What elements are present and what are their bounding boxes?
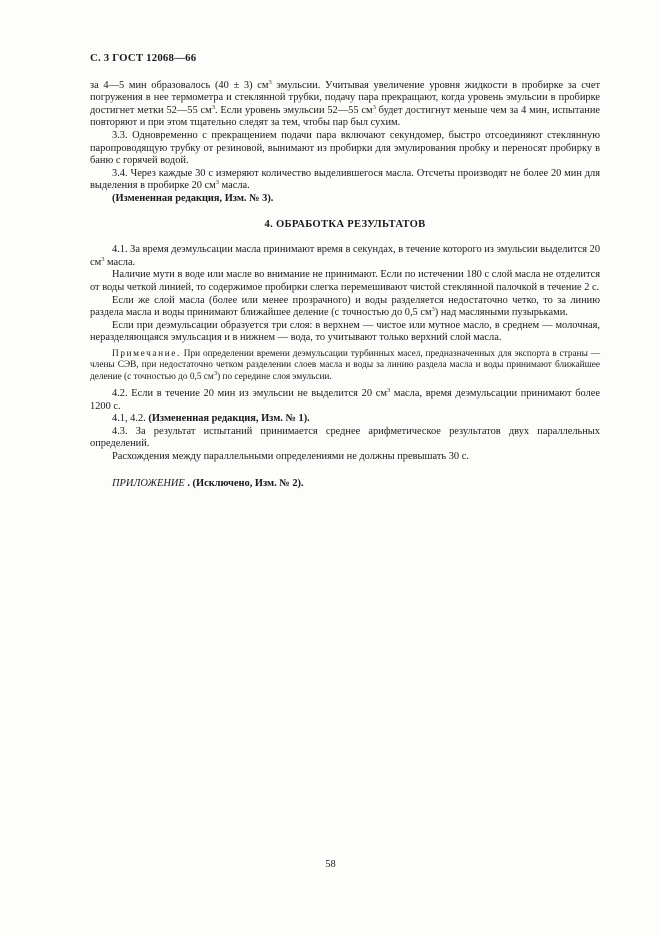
document-page bbox=[90, 52, 600, 490]
paragraph: 4.2. Если в течение 20 мин из эмульсии не выделится 20 $см^3$ масла, время деэмульсации принимают более 1200 с. bbox=[90, 387, 600, 412]
paragraph: за 4—5 мин образовалось (40 ± 3) $см^3$ эмульсии. Учитывая увеличение уровня жидкости в пробирке за счет погружения в нее термометра и стеклянной трубки, подачу пара прекращают, когда уровень эмульсии в пробирке достигнет метки 52—55 $см^3$. Если уровень эмульсии 52—55 $см^3$ будет достигнут меньше чем за 4 мин, испытание повторяют и при этом тщательно следят за тем, чтобы пар был сухим. bbox=[90, 78, 600, 129]
paragraph: 3.3. Одновременно с прекращением подачи пара включают секундомер, быстро отсоединяют стеклянную паропроводящую трубку от резиновой, вынимают из пробирки для эмулирования пробку и переносят пробирку в баню с горячей водой. bbox=[90, 129, 600, 167]
section-title: 4. ОБРАБОТКА РЕЗУЛЬТАТОВ bbox=[264, 218, 426, 230]
page-header: С. 3 ГОСТ 12068—66 bbox=[90, 52, 197, 64]
amendment-note: 4.1, 4.2. (Измененная редакция, Изм. № 1). bbox=[112, 413, 310, 425]
amendment-note: (Измененная редакция, Изм. № 3). bbox=[112, 192, 274, 204]
note-label: Примечание. bbox=[112, 348, 181, 359]
paragraph: 3.4. Через каждые 30 с измеряют количество выделившегося масла. Отсчеты производят не более 20 мин для выделения в пробирке 20 $см^3$ масла. bbox=[90, 167, 600, 192]
note: Примечание. При определении времени деэмульсации турбинных масел, предназначенных для экспорта в страны — члены СЭВ, при недостаточно четком разделении слоев масла и воды за линию раздела масла и воды принимают ближайшее деление (с точностью до 0,5 $см^3$) по середине слоя эмульсии. bbox=[90, 348, 600, 382]
paragraph: Наличие мути в воде или масле во внимание не принимают. Если по истечении 180 с слой масла не отделится от воды четкой линией, то содержимое пробирки слегка перемешивают чистой стеклянной палочкой в течение 2 с. bbox=[90, 269, 600, 293]
paragraph: 4.1. За время деэмульсации масла принимают время в секундах, в течение которого из эмульсии выделится 20 $см^3$ масла. bbox=[90, 244, 601, 268]
paragraph: 4.3. За результат испытаний принимается среднее арифметическое результатов двух параллельных определений. bbox=[90, 425, 600, 450]
paragraph: Если при деэмульсации образуется три слоя: в верхнем — чистое или мутное масло, в среднем — молочная, неразделяющаяся эмульсация и в нижнем — вода, то учитывают только верхний слой масла. bbox=[90, 319, 600, 344]
page-number: 58 bbox=[325, 859, 336, 870]
paragraph: Если же слой масла (более или менее прозрачного) и воды разделяется недостаточно четко, то за линию раздела масла и воды принимают ближайшее деление (с точностью до 0,5 $см^3$) над масляными пузырьками. bbox=[90, 294, 600, 319]
paragraph: Расхождения между параллельными определениями не должны превышать 30 с. bbox=[112, 451, 469, 463]
appendix-note: ПРИЛОЖЕНИЕ . (Исключено, Изм. № 2). bbox=[112, 477, 304, 489]
